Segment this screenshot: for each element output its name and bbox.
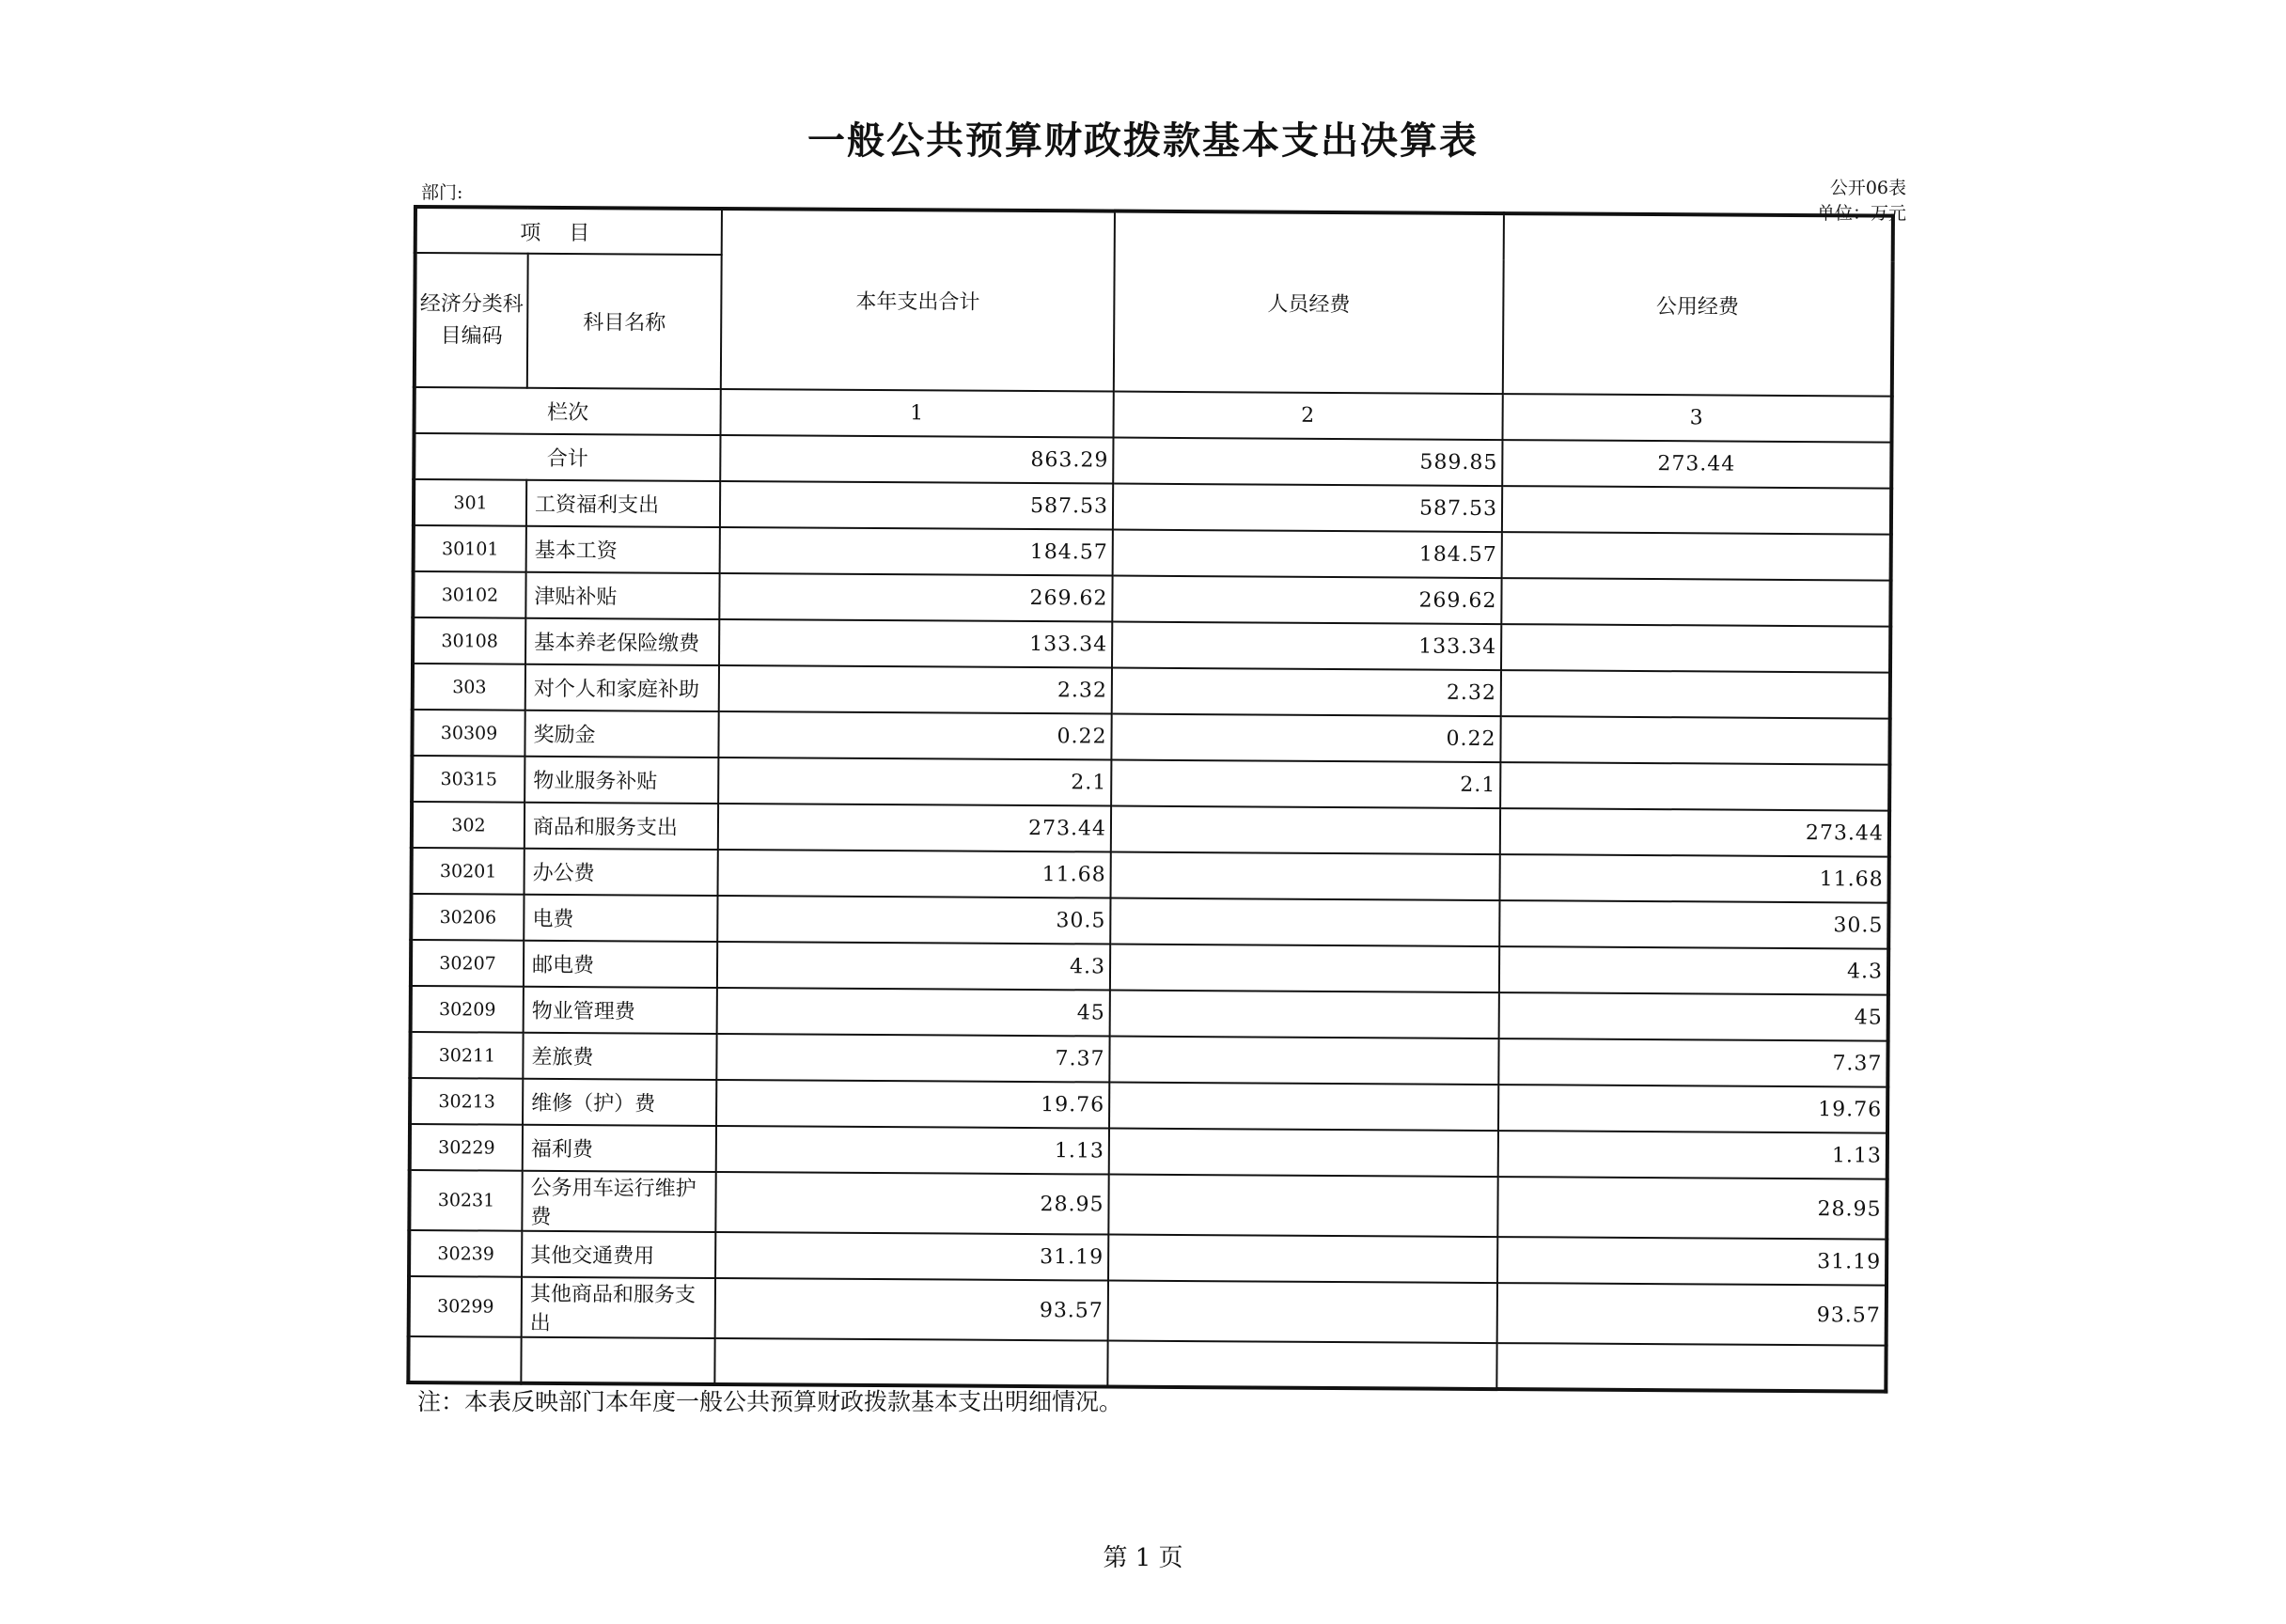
row-code: 30213 (410, 1078, 523, 1125)
row-name: 其他交通费用 (522, 1231, 715, 1278)
row-total: 2.32 (719, 665, 1112, 714)
row-total: 587.53 (720, 481, 1113, 530)
row-personnel (1111, 852, 1500, 901)
row-total: 133.34 (719, 619, 1112, 668)
row-code (408, 1336, 521, 1383)
row-total: 45 (717, 988, 1110, 1037)
row-total: 273.44 (718, 804, 1111, 852)
row-code: 302 (412, 802, 525, 849)
row-public: 45 (1499, 992, 1888, 1041)
row-code: 30229 (410, 1124, 523, 1171)
row-public (1501, 670, 1890, 719)
row-total: 269.62 (719, 573, 1112, 622)
row-name: 公务用车运行维护费 (522, 1171, 715, 1232)
row-public: 11.68 (1500, 854, 1889, 903)
row-public: 1.13 (1498, 1131, 1887, 1179)
row-code: 30211 (410, 1032, 523, 1079)
row-code: 303 (413, 664, 525, 710)
table-note: 注：本表反映部门本年度一般公共预算财政拨款基本支出明细情况。 (417, 1388, 1123, 1415)
row-personnel: 269.62 (1112, 576, 1501, 625)
row-public: 273.44 (1500, 808, 1889, 857)
row-personnel (1110, 898, 1499, 947)
row-public (1500, 716, 1889, 765)
row-code: 30239 (409, 1230, 522, 1277)
row-name: 基本工资 (526, 526, 720, 573)
row-name: 商品和服务支出 (525, 803, 718, 850)
totals-total: 863.29 (720, 435, 1113, 484)
header-subject-name: 科目名称 (527, 254, 722, 389)
row-name: 物业服务补贴 (525, 757, 718, 804)
row-public (1502, 486, 1891, 535)
row-total: 28.95 (715, 1172, 1108, 1235)
row-total: 93.57 (715, 1278, 1108, 1341)
department-label: 部门: (421, 182, 463, 203)
row-total: 2.1 (718, 757, 1111, 806)
row-personnel (1108, 1281, 1497, 1344)
row-personnel (1109, 1037, 1498, 1085)
header-col-index-3: 3 (1503, 394, 1892, 443)
header-col-public: 公用经费 (1503, 213, 1893, 397)
row-code: 30209 (411, 986, 524, 1033)
row-name: 津贴补贴 (525, 572, 719, 619)
row-total: 11.68 (718, 850, 1111, 898)
row-total: 0.22 (718, 711, 1111, 760)
totals-label: 合计 (414, 433, 720, 481)
row-code: 30108 (413, 617, 525, 664)
table-row (409, 1170, 1887, 1240)
row-personnel (1110, 945, 1499, 993)
row-name: 对个人和家庭补助 (525, 664, 719, 711)
table-row (409, 1276, 1887, 1346)
row-personnel (1108, 1175, 1497, 1238)
table-code: 公开06表 (1829, 178, 1906, 198)
row-personnel (1108, 1235, 1497, 1284)
row-code: 30231 (409, 1170, 522, 1231)
totals-personnel: 589.85 (1113, 438, 1502, 487)
row-public: 31.19 (1497, 1237, 1887, 1286)
row-personnel (1107, 1341, 1496, 1390)
row-total: 19.76 (716, 1080, 1109, 1129)
row-personnel: 2.32 (1112, 668, 1501, 717)
header-item: 项目 (415, 207, 722, 255)
row-public: 28.95 (1497, 1177, 1887, 1240)
row-public (1502, 532, 1891, 581)
page-number: 第 1 页 (1103, 1544, 1183, 1572)
row-code: 30102 (413, 571, 525, 618)
row-personnel (1109, 1083, 1498, 1132)
row-personnel (1109, 1129, 1498, 1178)
row-public (1501, 624, 1890, 673)
header-row-index-label: 栏次 (415, 387, 721, 435)
row-personnel: 2.1 (1111, 760, 1500, 809)
row-personnel (1110, 991, 1499, 1039)
row-total: 4.3 (717, 942, 1110, 991)
row-personnel: 0.22 (1111, 714, 1500, 763)
row-public: 19.76 (1498, 1085, 1887, 1133)
row-name: 福利费 (523, 1125, 716, 1172)
header-col-total: 本年支出合计 (721, 209, 1115, 392)
row-name: 奖励金 (525, 710, 718, 757)
header-econ-code: 经济分类科目编码 (415, 253, 528, 388)
row-code: 30309 (412, 710, 525, 757)
row-public: 30.5 (1499, 900, 1888, 949)
header-col-personnel: 人员经费 (1114, 211, 1504, 395)
row-name: 电费 (524, 895, 717, 942)
row-total: 30.5 (717, 896, 1110, 945)
row-public (1501, 578, 1890, 627)
row-public: 7.37 (1498, 1038, 1887, 1087)
row-public: 4.3 (1499, 946, 1888, 995)
totals-public: 273.44 (1502, 440, 1891, 489)
row-name: 维修（护）费 (523, 1079, 716, 1126)
row-personnel (1111, 806, 1500, 855)
row-name: 物业管理费 (524, 987, 717, 1034)
row-code: 30299 (409, 1276, 522, 1337)
row-name: 办公费 (525, 849, 718, 896)
row-total (714, 1338, 1107, 1387)
row-code: 30201 (412, 848, 525, 895)
header-col-index-1: 1 (721, 389, 1114, 438)
row-name: 邮电费 (524, 941, 717, 988)
header-col-index-2: 2 (1114, 392, 1503, 441)
row-code: 30207 (411, 940, 524, 987)
expenditure-table (406, 205, 1895, 1394)
row-public (1500, 762, 1889, 811)
row-total: 1.13 (716, 1126, 1109, 1175)
row-personnel: 587.53 (1113, 484, 1502, 533)
row-name (521, 1337, 714, 1384)
row-public (1496, 1343, 1886, 1392)
row-personnel: 133.34 (1112, 622, 1501, 671)
row-public: 93.57 (1497, 1283, 1887, 1346)
row-total: 184.57 (720, 527, 1113, 576)
row-name: 工资福利支出 (526, 480, 720, 527)
row-code: 30101 (414, 525, 526, 572)
row-total: 31.19 (715, 1232, 1108, 1281)
row-name: 其他商品和服务支出 (522, 1277, 715, 1338)
row-code: 30206 (411, 894, 524, 941)
unit-label: 单位：万元 (1816, 203, 1906, 224)
document-title: 一般公共预算财政拨款基本支出决算表 (807, 118, 1479, 163)
row-name: 基本养老保险缴费 (525, 618, 719, 665)
row-code: 301 (414, 479, 526, 526)
row-total: 7.37 (716, 1034, 1109, 1083)
row-code: 30315 (412, 756, 525, 803)
row-personnel: 184.57 (1113, 530, 1502, 579)
row-name: 差旅费 (523, 1033, 716, 1080)
